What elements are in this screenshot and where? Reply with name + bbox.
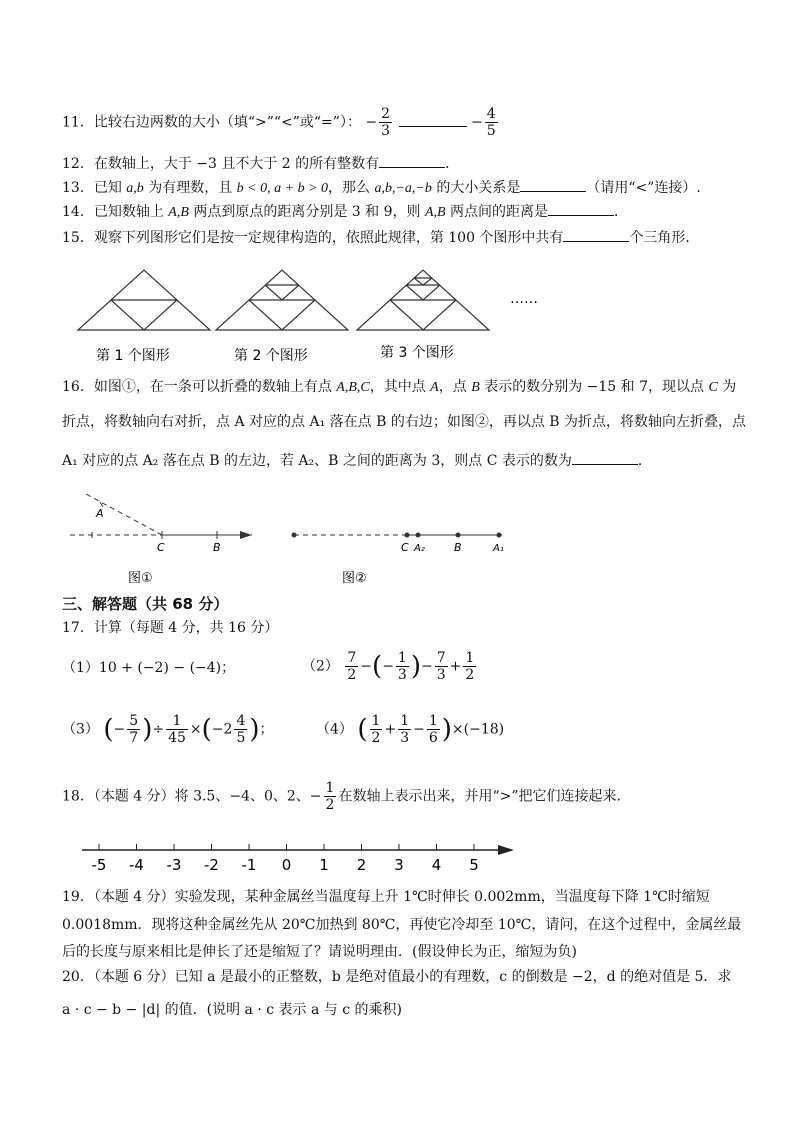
figure-2-label: 第 2 个图形 <box>234 348 308 364</box>
svg-text:C: C <box>401 541 409 554</box>
answer-blank[interactable] <box>572 450 638 465</box>
number-line-label: 3 <box>394 856 404 874</box>
question-19-line-1: 19．（本题 4 分）实验发现，某种金属丝当温度每上升 1℃时伸长 0.002mm，当温度每下降 1℃时缩短 <box>62 889 710 905</box>
answer-blank[interactable] <box>379 153 445 168</box>
svg-text:A₁: A₁ <box>493 543 504 554</box>
figure-3-label: 第 3 个图形 <box>380 345 454 361</box>
figure-ellipsis: …… <box>510 291 538 307</box>
question-16-line-2: 折点，将数轴向右对折，点 A 对应的点 A₁ 落在点 B 的右边；如图②，再以点 B 为折点，将数轴向左折叠，点 <box>62 414 747 430</box>
question-16-line-3: A₁ 对应的点 A₂ 落在点 B 的左边，若 A₂、B 之间的距离为 3，则点 C 表示的数为 ． <box>62 450 652 471</box>
svg-text:A₂: A₂ <box>414 543 425 554</box>
answer-blank[interactable] <box>563 227 629 242</box>
number-line-label: 5 <box>469 856 479 874</box>
question-11: 11．比较右边两数的大小（填“>”“<”或“=”）： − $\frac{2}{3}$ − $\frac{4}{5}$ <box>62 106 496 139</box>
number-line-label: 0 <box>281 856 292 874</box>
question-14: 14．已知数轴上 A,B 两点到原点的距离分别是 3 和 9，则 A,B 两点间的距离是 ． <box>62 201 628 223</box>
number-line-label: 4 <box>431 856 442 874</box>
svg-text:C: C <box>157 541 165 554</box>
question-17-part-3: （3） (− $\frac{5}{7}$ )÷ $\frac{1}{45}$ ×(−2 $\frac{4}{5}$ )； <box>62 713 274 746</box>
number-line-label: 1 <box>319 856 329 874</box>
number-line-label: -1 <box>241 856 257 874</box>
section-heading: 三、解答题（共 68 分） <box>62 595 229 613</box>
answer-blank[interactable] <box>399 112 467 127</box>
svg-text:B: B <box>454 541 462 554</box>
answer-blank[interactable] <box>548 201 614 216</box>
question-13: 13．已知 a,b 为有理数，且 b < 0, a + b > 0，那么 a,b,−a,−b 的大小关系是 （请用“<”连接）. <box>62 177 701 199</box>
question-20-line-1: 20．（本题 6 分）已知 a 是最小的正整数，b 是绝对值最小的有理数，c 的倒数是 −2，d 的绝对值是 5．求 <box>62 969 732 985</box>
question-16-line-1: 16．如图①，在一条可以折叠的数轴上有点 A,B,C，其中点 A，点 B 表示的数分别为 −15 和 7，现以点 C 为 <box>62 379 737 395</box>
question-19-line-2: 0.0018mm．现将这种金属丝先从 20℃加热到 80℃，再使它冷却至 10℃，请问，在这个过程中，金属丝最 <box>62 917 742 933</box>
fraction: $\frac{4}{5}$ <box>486 106 496 139</box>
figure-1-inner <box>111 300 177 330</box>
triangle-pattern-figures <box>70 265 560 370</box>
folding-number-line-figures <box>62 485 522 585</box>
number-line-label: -5 <box>91 856 107 874</box>
question-17-part-1: （1）10 + (−2) − (−4)； <box>62 660 236 676</box>
number-line <box>78 832 518 877</box>
number-line-label: -4 <box>129 856 144 874</box>
svg-text:B: B <box>213 541 221 554</box>
svg-text:A: A <box>96 507 104 520</box>
question-18: 18．（本题 4 分）将 3.5、−4、0、2、− $\frac{1}{2}$ 在数轴上表示出来，并用“>”把它们连接起来． <box>62 780 631 813</box>
question-20-line-2: a · c − b − |d| 的值．(说明 a · c 表示 a 与 c 的乘积) <box>62 1002 402 1018</box>
fraction: $\frac{2}{3}$ <box>381 106 391 139</box>
answer-blank[interactable] <box>520 177 586 192</box>
question-17-part-4: （4） ( $\frac{1}{2}$ + $\frac{1}{3}$ − $\frac{1}{6}$ )×(−18) <box>316 713 505 746</box>
number-line-label: -2 <box>204 856 219 874</box>
question-17-title: 17．计算（每题 4 分，共 16 分） <box>62 620 279 636</box>
question-17-part-2: （2） $\frac{7}{2}$ −(− $\frac{1}{3}$ )− $\frac{7}{3}$ + $\frac{1}{2}$ <box>302 650 475 683</box>
question-19-line-3: 后的长度与原来相比是伸长了还是缩短了？请说明理由．(假设伸长为正，缩短为负) <box>62 944 577 960</box>
number-line-label: -3 <box>166 856 182 874</box>
question-15: 15．观察下列图形它们是按一定规律构造的，依照此规律，第 100 个图形中共有 个三角形． <box>62 227 699 248</box>
figure-1-label: 第 1 个图形 <box>96 348 170 364</box>
figure-2-caption: 图② <box>342 571 367 585</box>
question-12: 12．在数轴上，大于 −3 且不大于 2 的所有整数有 ． <box>62 153 459 174</box>
figure-1-caption: 图① <box>128 571 153 585</box>
number-line-label: 2 <box>356 856 367 874</box>
